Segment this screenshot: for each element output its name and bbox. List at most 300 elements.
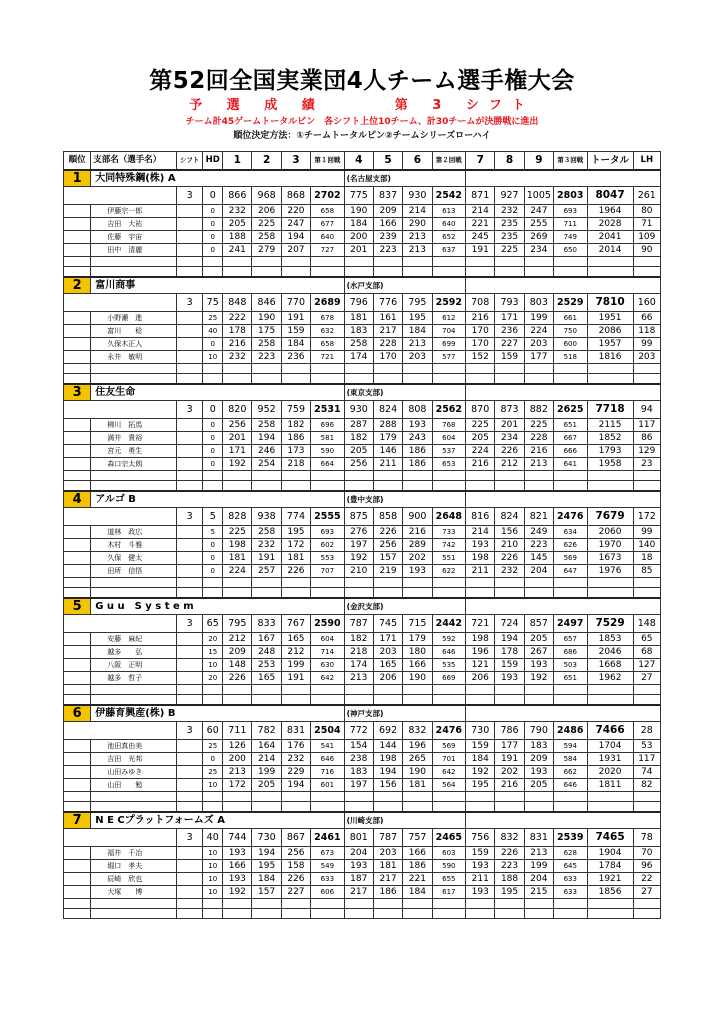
team-game-score: 930 — [344, 401, 373, 419]
player-game-score: 165 — [373, 659, 402, 672]
player-game-score: 200 — [223, 753, 252, 766]
empty-cell — [64, 351, 91, 364]
player-game-score: 216 — [223, 338, 252, 351]
player-game-score: 224 — [466, 445, 495, 458]
empty-cell — [177, 445, 203, 458]
empty-cell — [311, 267, 345, 278]
player-series-score: 633 — [554, 873, 588, 886]
empty-cell — [177, 847, 203, 860]
team-shift: 3 — [177, 294, 203, 312]
empty-cell — [64, 722, 177, 740]
player-series-score: 678 — [311, 312, 345, 325]
player-game-score: 207 — [281, 244, 310, 257]
empty-cell — [554, 481, 588, 492]
subtitle-left: 予 選 成 績 — [189, 98, 325, 113]
empty-cell — [64, 364, 91, 374]
player-game-score: 225 — [495, 244, 524, 257]
empty-cell — [223, 802, 252, 813]
player-total-score: 1784 — [587, 860, 633, 873]
empty-cell — [177, 779, 203, 792]
player-hd: 10 — [203, 351, 223, 364]
team-game-score: 786 — [495, 722, 524, 740]
player-game-score: 197 — [344, 779, 373, 792]
player-game-score: 192 — [223, 458, 252, 471]
empty-cell — [91, 588, 177, 599]
player-row — [64, 218, 661, 231]
empty-cell — [64, 753, 91, 766]
player-series-score: 606 — [311, 886, 345, 899]
team-game-score: 782 — [252, 722, 281, 740]
player-game-score: 227 — [281, 886, 310, 899]
player-game-score: 196 — [466, 646, 495, 659]
player-game-score: 243 — [403, 432, 432, 445]
empty-cell — [587, 578, 633, 588]
header-game-8: 8 — [495, 152, 524, 171]
blank-row — [64, 578, 661, 588]
empty-cell — [223, 481, 252, 492]
empty-cell — [64, 909, 91, 919]
player-row — [64, 338, 661, 351]
empty-cell — [64, 294, 177, 312]
player-game-score: 249 — [524, 526, 553, 539]
team-rank: 3 — [64, 384, 91, 401]
player-lh: 90 — [633, 244, 660, 257]
player-row — [64, 886, 661, 899]
empty-cell — [466, 267, 495, 278]
header-row — [64, 152, 661, 171]
team-hd: 5 — [203, 508, 223, 526]
player-series-score: 707 — [311, 565, 345, 578]
player-hd: 0 — [203, 432, 223, 445]
player-game-score: 159 — [495, 659, 524, 672]
empty-cell — [177, 244, 203, 257]
player-row — [64, 633, 661, 646]
player-name: 大塚 博 — [91, 886, 177, 899]
player-row — [64, 552, 661, 565]
player-game-score: 173 — [281, 445, 310, 458]
player-game-score: 228 — [373, 338, 402, 351]
player-lh: 140 — [633, 539, 660, 552]
player-row — [64, 766, 661, 779]
empty-cell — [432, 802, 466, 813]
empty-cell — [203, 257, 223, 267]
player-series-score: 664 — [311, 458, 345, 471]
player-series-score: 677 — [311, 218, 345, 231]
player-game-score: 184 — [281, 338, 310, 351]
player-game-score: 204 — [524, 565, 553, 578]
player-game-score: 181 — [344, 312, 373, 325]
empty-cell — [177, 338, 203, 351]
player-game-score: 258 — [252, 419, 281, 432]
player-game-score: 199 — [281, 659, 310, 672]
team-game-score: 858 — [373, 508, 402, 526]
header-game-1: 1 — [223, 152, 252, 171]
player-game-score: 211 — [466, 873, 495, 886]
player-game-score: 157 — [252, 886, 281, 899]
player-lh: 70 — [633, 847, 660, 860]
player-game-score: 211 — [466, 565, 495, 578]
player-name: 田中 清麗 — [91, 244, 177, 257]
player-hd: 25 — [203, 740, 223, 753]
empty-cell — [466, 491, 661, 508]
player-game-score: 156 — [495, 526, 524, 539]
player-game-score: 172 — [281, 539, 310, 552]
player-series-score: 584 — [554, 753, 588, 766]
empty-cell — [554, 267, 588, 278]
team-shift: 3 — [177, 187, 203, 205]
player-game-score: 190 — [252, 312, 281, 325]
team-series-score: 2497 — [554, 615, 588, 633]
player-game-score: 196 — [403, 740, 432, 753]
team-game-score: 808 — [403, 401, 432, 419]
player-total-score: 1951 — [587, 312, 633, 325]
player-lh: 99 — [633, 338, 660, 351]
empty-cell — [177, 325, 203, 338]
empty-cell — [633, 909, 660, 919]
team-game-score: 776 — [373, 294, 402, 312]
player-game-score: 232 — [252, 539, 281, 552]
team-name: 富川商事 — [91, 277, 344, 294]
empty-cell — [64, 766, 91, 779]
empty-cell — [466, 588, 495, 599]
player-row — [64, 659, 661, 672]
team-game-score: 692 — [373, 722, 402, 740]
team-name: アルゴ B — [91, 491, 344, 508]
empty-cell — [403, 364, 432, 374]
team-rank: 6 — [64, 705, 91, 722]
empty-cell — [64, 338, 91, 351]
empty-cell — [91, 695, 177, 706]
team-total-score: 7679 — [587, 508, 633, 526]
player-game-score: 198 — [466, 552, 495, 565]
empty-cell — [633, 695, 660, 706]
player-game-score: 194 — [281, 231, 310, 244]
empty-cell — [311, 374, 345, 385]
team-series-score: 2504 — [311, 722, 345, 740]
player-game-score: 191 — [252, 552, 281, 565]
player-lh: 117 — [633, 419, 660, 432]
player-series-score: 600 — [554, 338, 588, 351]
player-series-score: 632 — [311, 325, 345, 338]
player-series-score: 661 — [554, 312, 588, 325]
team-game-score: 873 — [495, 401, 524, 419]
team-game-score: 837 — [373, 187, 402, 205]
player-hd: 0 — [203, 205, 223, 218]
empty-cell — [223, 267, 252, 278]
empty-cell — [64, 312, 91, 325]
player-series-score: 518 — [554, 351, 588, 364]
team-game-score: 793 — [495, 294, 524, 312]
team-series-score: 2648 — [432, 508, 466, 526]
player-game-score: 176 — [281, 740, 310, 753]
team-game-score: 821 — [524, 508, 553, 526]
empty-cell — [64, 374, 91, 385]
player-game-score: 182 — [344, 432, 373, 445]
player-game-score: 232 — [495, 565, 524, 578]
player-game-score: 221 — [403, 873, 432, 886]
team-game-score: 832 — [403, 722, 432, 740]
header-game-4: 4 — [344, 152, 373, 171]
player-name: 福井 千冶 — [91, 847, 177, 860]
player-game-score: 226 — [495, 847, 524, 860]
player-lh: 66 — [633, 312, 660, 325]
player-game-score: 174 — [344, 659, 373, 672]
subtitle-right: 第 3 シフト — [394, 98, 535, 113]
empty-cell — [252, 792, 281, 802]
player-game-score: 236 — [495, 325, 524, 338]
empty-cell — [554, 685, 588, 695]
empty-cell — [495, 374, 524, 385]
player-game-score: 188 — [495, 873, 524, 886]
empty-cell — [495, 792, 524, 802]
player-row — [64, 325, 661, 338]
empty-cell — [203, 685, 223, 695]
player-game-score: 236 — [281, 351, 310, 364]
empty-cell — [64, 526, 91, 539]
empty-cell — [554, 588, 588, 599]
player-game-score: 184 — [466, 753, 495, 766]
team-total-score: 7529 — [587, 615, 633, 633]
player-name: 久保 健太 — [91, 552, 177, 565]
player-game-score: 186 — [373, 886, 402, 899]
player-series-score: 604 — [432, 432, 466, 445]
player-game-score: 203 — [403, 351, 432, 364]
empty-cell — [252, 364, 281, 374]
team-header-row — [64, 705, 661, 722]
player-game-score: 288 — [373, 419, 402, 432]
player-hd: 0 — [203, 565, 223, 578]
player-series-score: 666 — [554, 445, 588, 458]
empty-cell — [177, 539, 203, 552]
player-game-score: 178 — [223, 325, 252, 338]
player-series-score: 535 — [432, 659, 466, 672]
empty-cell — [633, 578, 660, 588]
empty-cell — [495, 899, 524, 909]
empty-cell — [64, 588, 91, 599]
player-total-score: 1853 — [587, 633, 633, 646]
player-name: 小野瀬 進 — [91, 312, 177, 325]
empty-cell — [281, 364, 310, 374]
empty-cell — [223, 364, 252, 374]
team-game-score: 730 — [252, 829, 281, 847]
player-game-score: 164 — [252, 740, 281, 753]
player-game-score: 161 — [373, 312, 402, 325]
team-lh: 28 — [633, 722, 660, 740]
player-game-score: 209 — [223, 646, 252, 659]
team-game-score: 721 — [466, 615, 495, 633]
player-game-score: 226 — [495, 552, 524, 565]
empty-cell — [177, 312, 203, 325]
empty-cell — [252, 588, 281, 599]
empty-cell — [64, 205, 91, 218]
empty-cell — [177, 873, 203, 886]
team-series-score: 2542 — [432, 187, 466, 205]
player-game-score: 217 — [373, 873, 402, 886]
team-shift: 3 — [177, 508, 203, 526]
player-game-score: 213 — [403, 338, 432, 351]
player-total-score: 2115 — [587, 419, 633, 432]
player-series-score: 696 — [311, 419, 345, 432]
empty-cell — [252, 899, 281, 909]
empty-cell — [524, 802, 553, 813]
player-lh: 27 — [633, 672, 660, 685]
player-game-score: 193 — [223, 847, 252, 860]
empty-cell — [223, 685, 252, 695]
team-header-row — [64, 170, 661, 187]
team-hd: 60 — [203, 722, 223, 740]
player-game-score: 179 — [403, 633, 432, 646]
empty-cell — [177, 552, 203, 565]
empty-cell — [403, 792, 432, 802]
results-table — [63, 151, 661, 919]
empty-cell — [281, 695, 310, 706]
player-hd: 0 — [203, 445, 223, 458]
player-game-score: 184 — [252, 873, 281, 886]
empty-cell — [64, 646, 91, 659]
empty-cell — [633, 364, 660, 374]
player-game-score: 218 — [344, 646, 373, 659]
empty-cell — [633, 685, 660, 695]
player-series-score: 613 — [432, 205, 466, 218]
empty-cell — [177, 802, 203, 813]
player-game-score: 225 — [252, 218, 281, 231]
team-game-score: 711 — [223, 722, 252, 740]
player-row — [64, 779, 661, 792]
player-lh: 65 — [633, 633, 660, 646]
empty-cell — [64, 267, 91, 278]
player-series-score: 750 — [554, 325, 588, 338]
player-game-score: 228 — [524, 432, 553, 445]
header-game-2: 2 — [252, 152, 281, 171]
empty-cell — [223, 257, 252, 267]
team-total-row — [64, 829, 661, 847]
empty-cell — [203, 364, 223, 374]
player-series-score: 742 — [432, 539, 466, 552]
empty-cell — [344, 899, 373, 909]
header-team: 支部名（選手名） — [91, 152, 177, 171]
empty-cell — [633, 374, 660, 385]
player-game-score: 193 — [403, 565, 432, 578]
player-lh: 27 — [633, 886, 660, 899]
empty-cell — [177, 672, 203, 685]
player-name: 越多 哲子 — [91, 672, 177, 685]
empty-cell — [524, 374, 553, 385]
empty-cell — [554, 257, 588, 267]
player-game-score: 144 — [373, 740, 402, 753]
player-name: 吉田 光邦 — [91, 753, 177, 766]
team-series-score: 2590 — [311, 615, 345, 633]
player-game-score: 190 — [344, 205, 373, 218]
team-branch: (金沢支部) — [344, 598, 465, 615]
empty-cell — [91, 267, 177, 278]
team-series-score: 2625 — [554, 401, 588, 419]
empty-cell — [344, 909, 373, 919]
player-series-score: 549 — [311, 860, 345, 873]
empty-cell — [311, 909, 345, 919]
empty-cell — [281, 802, 310, 813]
player-series-score: 646 — [432, 646, 466, 659]
team-game-score: 715 — [403, 615, 432, 633]
empty-cell — [223, 578, 252, 588]
empty-cell — [466, 374, 495, 385]
empty-cell — [554, 899, 588, 909]
player-game-score: 256 — [223, 419, 252, 432]
player-game-score: 158 — [281, 860, 310, 873]
empty-cell — [177, 766, 203, 779]
player-game-score: 191 — [466, 244, 495, 257]
player-game-score: 239 — [373, 231, 402, 244]
player-name: 久保木正人 — [91, 338, 177, 351]
player-game-score: 152 — [466, 351, 495, 364]
blank-row — [64, 481, 661, 492]
player-game-score: 226 — [223, 672, 252, 685]
empty-cell — [403, 374, 432, 385]
player-series-score: 581 — [311, 432, 345, 445]
player-game-score: 209 — [373, 205, 402, 218]
empty-cell — [64, 401, 177, 419]
empty-cell — [281, 267, 310, 278]
team-total-row — [64, 401, 661, 419]
empty-cell — [344, 695, 373, 706]
player-name: 伊藤宗一郎 — [91, 205, 177, 218]
header-game-3: 3 — [281, 152, 310, 171]
player-game-score: 256 — [281, 847, 310, 860]
empty-cell — [403, 588, 432, 599]
team-game-score: 820 — [223, 401, 252, 419]
player-game-score: 216 — [466, 458, 495, 471]
player-game-score: 200 — [344, 231, 373, 244]
player-game-score: 210 — [495, 539, 524, 552]
player-series-score: 645 — [554, 860, 588, 873]
player-game-score: 246 — [252, 445, 281, 458]
empty-cell — [587, 588, 633, 599]
player-lh: 68 — [633, 646, 660, 659]
team-game-score: 900 — [403, 508, 432, 526]
empty-cell — [495, 267, 524, 278]
player-game-score: 276 — [344, 526, 373, 539]
player-series-score: 651 — [554, 419, 588, 432]
player-game-score: 201 — [223, 432, 252, 445]
empty-cell — [373, 578, 402, 588]
player-game-score: 199 — [252, 766, 281, 779]
empty-cell — [432, 374, 466, 385]
player-name: 田所 信悟 — [91, 565, 177, 578]
empty-cell — [177, 565, 203, 578]
player-game-score: 195 — [252, 860, 281, 873]
empty-cell — [177, 886, 203, 899]
empty-cell — [64, 672, 91, 685]
player-series-score: 503 — [554, 659, 588, 672]
player-series-score: 633 — [554, 886, 588, 899]
header-game-9: 9 — [524, 152, 553, 171]
player-game-score: 195 — [281, 526, 310, 539]
player-lh: 99 — [633, 526, 660, 539]
player-game-score: 287 — [344, 419, 373, 432]
player-series-score: 768 — [432, 419, 466, 432]
player-game-score: 181 — [281, 552, 310, 565]
player-game-score: 146 — [373, 445, 402, 458]
player-name: 道林 政広 — [91, 526, 177, 539]
player-series-score: 646 — [554, 779, 588, 792]
player-total-score: 1958 — [587, 458, 633, 471]
team-game-score: 833 — [252, 615, 281, 633]
player-series-score: 673 — [311, 847, 345, 860]
empty-cell — [177, 419, 203, 432]
empty-cell — [403, 471, 432, 481]
player-hd: 10 — [203, 659, 223, 672]
player-game-score: 254 — [252, 458, 281, 471]
empty-cell — [495, 909, 524, 919]
